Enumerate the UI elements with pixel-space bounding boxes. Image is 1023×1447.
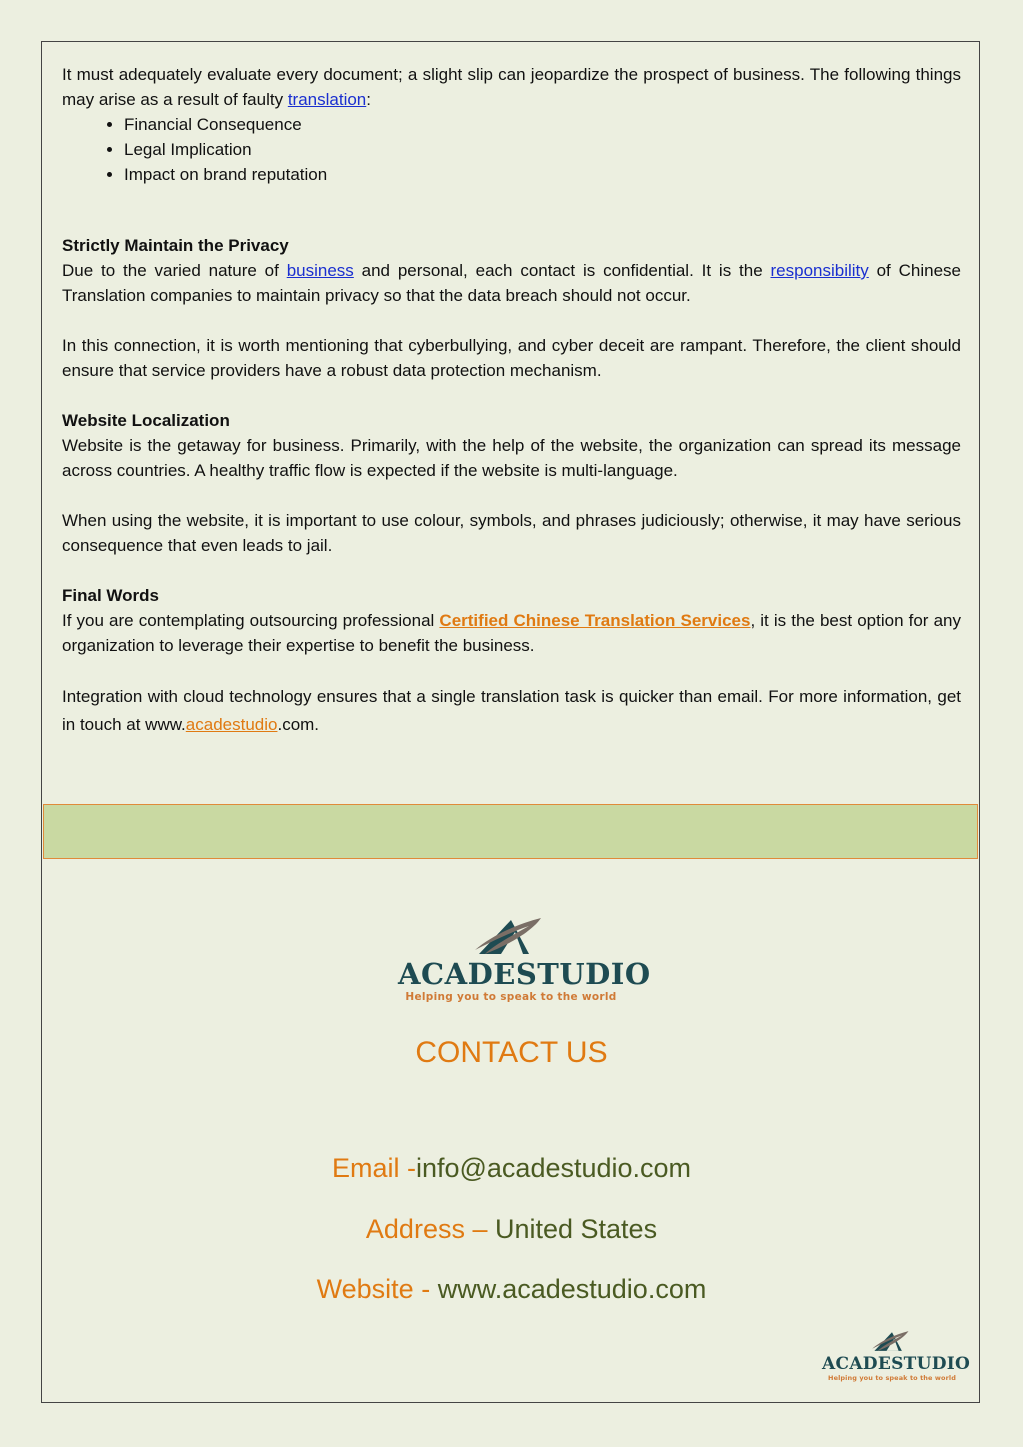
footer-logo-wordmark: ACADESTUDIO bbox=[822, 1354, 971, 1374]
final-paragraph-2 bbox=[62, 683, 961, 739]
final-text-d: .com. bbox=[277, 715, 320, 734]
intro-text: It must adequately evaluate every document; a slight slip can jeopardize the prospect of business. The following things may arise as a result of faulty bbox=[62, 65, 961, 109]
privacy-heading: Strictly Maintain the Privacy bbox=[62, 236, 289, 255]
translation-link[interactable]: translation bbox=[287, 90, 367, 109]
localization-heading: Website Localization bbox=[62, 411, 230, 430]
logo-tagline: Helping you to speak to the world bbox=[405, 991, 617, 1003]
privacy-text-b: and personal, each contact is confidential. It is the bbox=[353, 261, 771, 280]
address-line bbox=[0, 1211, 1023, 1247]
website-line bbox=[0, 1271, 1023, 1307]
privacy-text-c: of Chinese Translation companies to maintain privacy so that the data breach should not occur. bbox=[62, 261, 961, 305]
email-value[interactable]: info@acadestudio.com bbox=[415, 1153, 692, 1183]
document-body bbox=[62, 62, 961, 739]
email-line bbox=[0, 1150, 1023, 1186]
privacy-paragraph-1 bbox=[62, 258, 961, 308]
final-text-b: , it is the best option for any organization to leverage their expertise to benefit the business. bbox=[62, 611, 961, 655]
certified-services-link[interactable]: Certified Chinese Translation Services bbox=[439, 611, 751, 630]
acadestudio-logo bbox=[398, 914, 651, 1014]
privacy-text-a: Due to the varied nature of bbox=[62, 261, 287, 280]
list-item: • Legal Implication bbox=[124, 137, 961, 162]
mountain-logo-icon bbox=[471, 914, 551, 958]
green-banner bbox=[43, 804, 978, 859]
intro-colon: : bbox=[366, 90, 371, 109]
final-text-c: Integration with cloud technology ensures that a single translation task is quicker than email. For more information, get in touch at www. bbox=[62, 687, 961, 734]
responsibility-link[interactable]: responsibility bbox=[770, 261, 869, 280]
privacy-paragraph-2: In this connection, it is worth mentioning that cyberbullying, and cyber deceit are rampant. Therefore, the client should ensure that service providers have a robust data protection mechanism. bbox=[62, 336, 961, 380]
website-label: Website - bbox=[316, 1274, 438, 1304]
list-item: • Impact on brand reputation bbox=[124, 162, 961, 187]
intro-paragraph bbox=[62, 62, 961, 112]
localization-paragraph-1: Website is the getaway for business. Primarily, with the help of the website, the organization can spread its message across countries. A healthy traffic flow is expected if the website is multi-language. bbox=[62, 436, 961, 480]
list-item: • Financial Consequence bbox=[124, 112, 961, 137]
email-label: Email - bbox=[331, 1153, 416, 1183]
mountain-logo-icon bbox=[870, 1328, 914, 1354]
business-link[interactable]: business bbox=[286, 261, 354, 280]
footer-logo-tagline: Helping you to speak to the world bbox=[828, 1374, 956, 1382]
footer-logo bbox=[822, 1328, 971, 1383]
contact-us-title: CONTACT US bbox=[415, 1036, 608, 1069]
logo-wordmark: ACADESTUDIO bbox=[398, 957, 651, 991]
final-text-a: If you are contemplating outsourcing professional bbox=[62, 611, 440, 630]
address-label: Address – bbox=[365, 1214, 495, 1244]
website-value[interactable]: www.acadestudio.com bbox=[437, 1274, 707, 1304]
final-words-heading: Final Words bbox=[62, 586, 159, 605]
acadestudio-link[interactable]: acadestudio bbox=[185, 715, 278, 734]
consequence-list bbox=[62, 112, 961, 187]
final-paragraph-1 bbox=[62, 608, 961, 658]
localization-paragraph-2: When using the website, it is important to use colour, symbols, and phrases judiciously; otherwise, it may have serious consequence that even leads to jail. bbox=[62, 511, 961, 555]
address-value: United States bbox=[494, 1214, 658, 1244]
